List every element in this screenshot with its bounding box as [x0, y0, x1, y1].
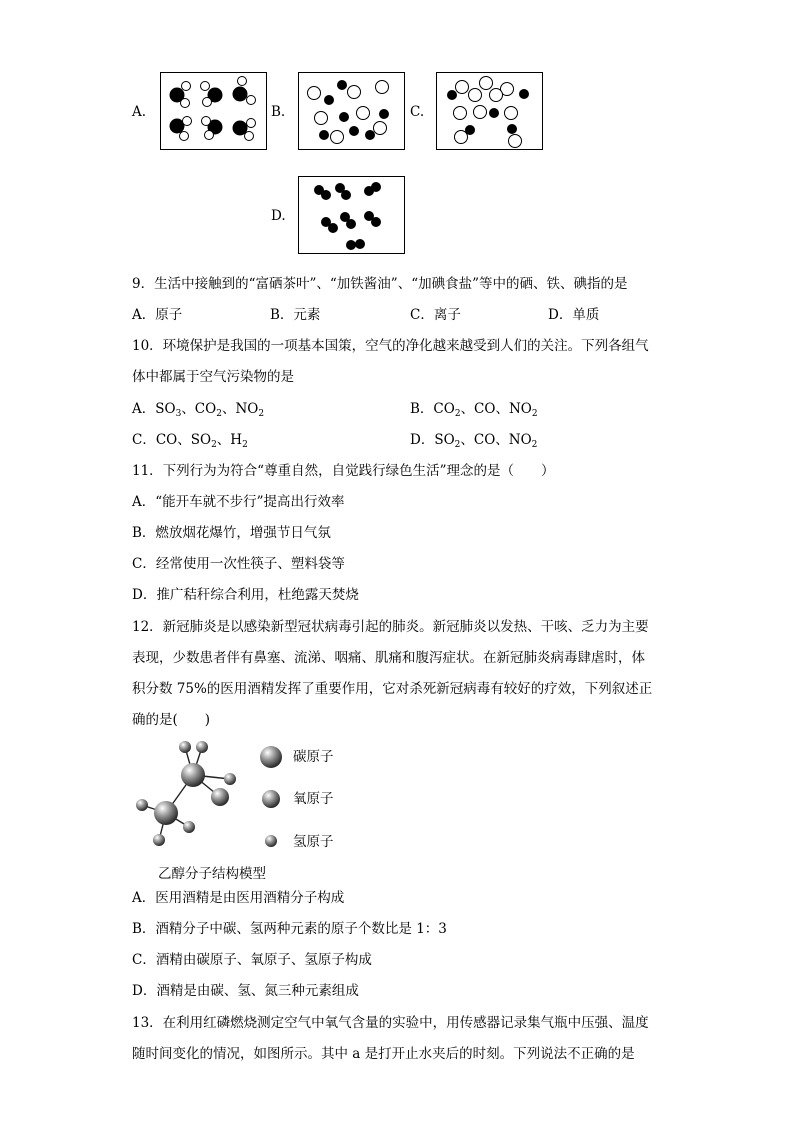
- particle: [238, 77, 247, 86]
- particle: [374, 122, 387, 135]
- q10-option-a[interactable]: A．$SO_3$、$CO_2$、$NO_2$: [132, 401, 265, 419]
- q8-option-c-label: C.: [410, 104, 425, 120]
- q12-stem-line-1: 12．新冠肺炎是以感染新型冠状病毒引起的肺炎。新冠肺炎以发热、干咳、乏力为主要: [132, 619, 649, 635]
- particle: [455, 131, 468, 144]
- particle: [170, 119, 184, 133]
- particle: [205, 131, 214, 140]
- particle: [245, 132, 254, 141]
- particle: [181, 99, 190, 108]
- q10-stem-line-2: 体中都属于空气污染物的是: [132, 369, 294, 385]
- q8-option-a-particles: [161, 73, 268, 151]
- particle: [247, 119, 256, 128]
- particle: [322, 191, 331, 200]
- particle: [331, 131, 344, 144]
- particle: [469, 89, 482, 102]
- particle: [340, 113, 349, 122]
- q12-option-a[interactable]: A．医用酒精是由医用酒精分子构成: [132, 890, 345, 906]
- q8-option-b-particles: [299, 73, 406, 151]
- particle: [456, 81, 469, 94]
- q12-stem-line-4: 确的是( ): [132, 712, 211, 728]
- q12-stem-line-2: 表现，少数患者伴有鼻塞、流涕、咽痛、肌痛和腹泻症状。在新冠肺炎病毒肆虐时，体: [132, 650, 645, 666]
- particle: [356, 240, 365, 249]
- legend-carbon-ball: [258, 744, 284, 774]
- q9-option-b[interactable]: B．元素: [270, 307, 321, 323]
- ethanol-model: [128, 735, 248, 850]
- particle: [329, 224, 338, 233]
- legend-oxygen-ball: [260, 788, 282, 814]
- particle: [376, 81, 389, 94]
- particle: [320, 131, 329, 140]
- particle: [350, 127, 359, 136]
- hydrogen-atom: [224, 773, 236, 785]
- particle: [247, 96, 256, 105]
- particle: [347, 241, 356, 250]
- particle: [366, 131, 375, 140]
- particle: [342, 191, 351, 200]
- q10-option-d[interactable]: D．$SO_2$、CO、$NO_2$: [410, 432, 538, 450]
- particle: [448, 91, 457, 100]
- q8-option-d-particles: [299, 177, 406, 255]
- particle: [325, 96, 334, 105]
- hydrogen-atom: [179, 741, 191, 753]
- legend-hydrogen-label: 氢原子: [293, 834, 334, 850]
- particle: [505, 107, 518, 120]
- q8-option-c-diagram[interactable]: [436, 72, 543, 150]
- particle: [202, 117, 211, 126]
- q10-stem-line-1: 10．环境保护是我国的一项基本国策，空气的净化越来越受到人们的关注。下列各组气: [132, 338, 649, 354]
- q8-option-b-diagram[interactable]: [298, 72, 405, 150]
- q9-option-c[interactable]: C．离子: [410, 307, 461, 323]
- particle: [233, 87, 247, 101]
- q9-option-a[interactable]: A．原子: [132, 307, 183, 323]
- particle: [380, 110, 389, 119]
- particle: [474, 106, 487, 119]
- q12-stem-line-3: 积分数 75%的医用酒精发挥了重要作用，它对杀死新冠病毒有较好的疗效，下列叙述正: [132, 681, 653, 697]
- particle: [180, 132, 189, 141]
- particle: [508, 125, 517, 134]
- q8-option-d-diagram[interactable]: [298, 176, 405, 254]
- particle: [509, 135, 522, 148]
- particle: [454, 107, 467, 120]
- particle: [348, 86, 361, 99]
- q10-option-b[interactable]: B．$CO_2$、CO、$NO_2$: [410, 401, 538, 419]
- legend-carbon-label: 碳原子: [293, 749, 334, 765]
- q11-stem: 11．下列行为为符合“尊重自然，自觉践行绿色生活”理念的是（ ）: [132, 463, 555, 479]
- hydrogen-atom: [183, 821, 195, 833]
- q11-option-a[interactable]: A．“能开车就不步行”提高出行效率: [132, 494, 345, 510]
- legend-oxygen-label: 氧原子: [293, 791, 334, 807]
- particle: [183, 117, 192, 126]
- oxygen-atom: [211, 788, 229, 806]
- hydrogen-atom: [153, 834, 165, 846]
- particle: [182, 82, 191, 91]
- particle: [520, 90, 529, 99]
- q12-option-c[interactable]: C．酒精由碳原子、氧原子、氢原子构成: [132, 952, 372, 968]
- q11-option-b[interactable]: B．燃放烟花爆竹，增强节日气氛: [132, 525, 331, 541]
- q9-option-d[interactable]: D．单质: [548, 307, 600, 323]
- particle: [347, 220, 356, 229]
- q8-option-a-diagram[interactable]: [160, 72, 267, 150]
- particle: [372, 183, 381, 192]
- q8-option-b-label: B.: [271, 104, 286, 120]
- q8-option-c-particles: [437, 73, 544, 151]
- q12-option-b[interactable]: B．酒精分子中碳、氢两种元素的原子个数比是 1：3: [132, 921, 447, 937]
- particle: [480, 77, 493, 90]
- particle: [490, 109, 499, 118]
- q13-stem-line-2: 随时间变化的情况，如图所示。其中 a 是打开止水夹后的时刻。下列说法不正确的是: [132, 1046, 635, 1062]
- particle: [466, 126, 475, 135]
- particle: [338, 81, 347, 90]
- q8-option-a-label: A.: [132, 104, 147, 120]
- q11-option-d[interactable]: D．推广秸秆综合利用，杜绝露天焚烧: [132, 587, 359, 603]
- carbon-atom: [181, 763, 205, 787]
- ethanol-model-caption: 乙醇分子结构模型: [158, 866, 266, 882]
- q9-stem: 9．生活中接触到的“富硒茶叶”、“加铁酱油”、“加碘食盐”等中的硒、铁、碘指的是: [132, 276, 628, 292]
- q10-option-c[interactable]: C．CO、$SO_2$、$H_2$: [132, 432, 248, 450]
- q12-option-d[interactable]: D．酒精是由碳、氢、氮三种元素组成: [132, 983, 359, 999]
- q13-stem-line-1: 13．在利用红磷燃烧测定空气中氧气含量的实验中，用传感器记录集气瓶中压强、温度: [132, 1015, 649, 1031]
- particle: [315, 112, 328, 125]
- particle: [203, 98, 212, 107]
- particle: [233, 121, 247, 135]
- particle: [201, 82, 210, 91]
- hydrogen-atom: [196, 741, 208, 753]
- particle: [357, 107, 370, 120]
- q11-option-c[interactable]: C．经常使用一次性筷子、塑料袋等: [132, 556, 345, 572]
- particle: [490, 89, 503, 102]
- ethanol-molecule-svg: [128, 735, 248, 850]
- particle: [372, 218, 381, 227]
- q8-option-d-label: D.: [271, 208, 286, 224]
- legend-hydrogen-ball: [264, 834, 278, 852]
- hydrogen-atom: [136, 799, 148, 811]
- particle: [308, 87, 321, 100]
- carbon-atom: [154, 801, 178, 825]
